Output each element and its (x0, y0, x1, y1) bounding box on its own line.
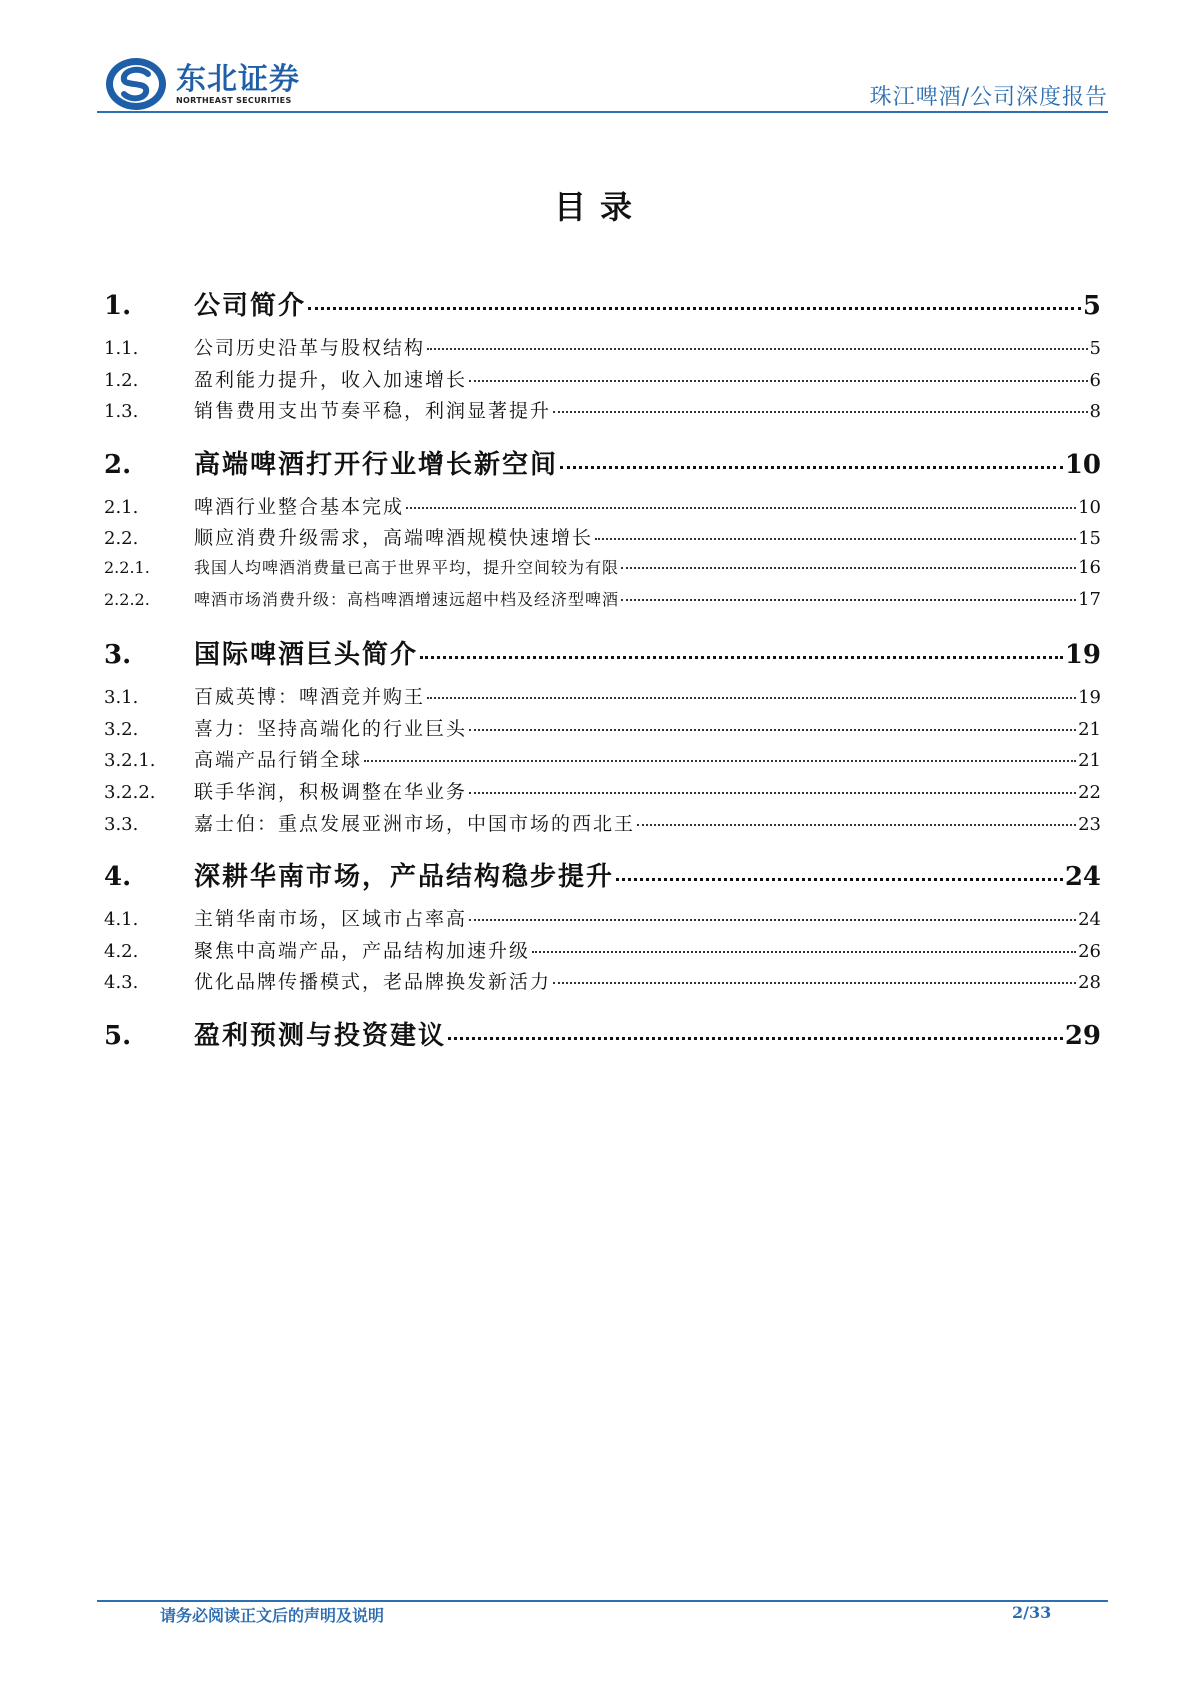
toc-entry-page: 28 (1078, 972, 1101, 994)
toc-entry-number: 3.1. (104, 687, 139, 709)
toc-leader-dots (469, 380, 1088, 382)
toc-entry-title: 我国人均啤酒消费量已高于世界平均，提升空间较为有限 (194, 557, 620, 577)
toc-entry-page: 15 (1078, 528, 1101, 550)
toc-leader-dots (448, 1037, 1063, 1040)
toc-entry-page: 17 (1078, 588, 1101, 610)
toc-entry-number: 4.3. (104, 972, 139, 994)
toc-leader-dots (420, 656, 1063, 659)
toc-entry-title: 公司历史沿革与股权结构 (194, 337, 426, 359)
toc-entry-page: 24 (1078, 909, 1101, 931)
toc-entry-number: 1.2. (104, 369, 139, 391)
toc-leader-dots (427, 348, 1088, 350)
toc-leader-dots (427, 697, 1076, 699)
toc-entry-page: 22 (1078, 781, 1101, 803)
toc-leader-dots (469, 729, 1076, 731)
toc-entry-number: 3.2.2. (104, 781, 156, 803)
toc-entry[interactable] (104, 396, 1101, 428)
toc-leader-dots (364, 760, 1076, 762)
toc-entry-number: 2.2. (104, 528, 139, 550)
toc-entry[interactable] (104, 714, 1101, 746)
toc-entry[interactable] (104, 523, 1101, 555)
toc-leader-dots (308, 307, 1081, 310)
toc-entry-title: 喜力：坚持高端化的行业巨头 (194, 717, 468, 740)
toc-entry-title: 公司简介 (194, 291, 307, 321)
toc-entry[interactable] (104, 1015, 1101, 1051)
toc-leader-dots (469, 919, 1076, 921)
toc-entry-number: 1.3. (104, 401, 139, 423)
toc-leader-dots (532, 951, 1076, 953)
toc-entry-title: 优化品牌传播模式，老品牌换发新活力 (194, 971, 552, 994)
toc-leader-dots (406, 507, 1076, 509)
toc-entry[interactable] (104, 492, 1101, 524)
northeast-securities-logo-icon (104, 56, 168, 112)
company-logo (104, 56, 300, 112)
toc-entry-page: 10 (1078, 496, 1101, 518)
toc-entry-title: 联手华润，积极调整在华业务 (194, 780, 468, 803)
toc-entry-page: 5 (1082, 291, 1101, 321)
toc-entry-title: 深耕华南市场，产品结构稳步提升 (194, 862, 615, 893)
toc-entry[interactable] (104, 682, 1101, 714)
page-number: 2/33 (1012, 1603, 1052, 1622)
toc-entry[interactable] (104, 856, 1101, 893)
page-title: 目录 (553, 188, 646, 226)
toc-entry[interactable] (104, 333, 1101, 365)
toc-leader-dots (637, 824, 1076, 826)
toc-entry-number: 3. (104, 640, 132, 671)
toc-entry-number: 3.2.1. (104, 750, 156, 772)
toc-entry-number: 2.2.1. (104, 557, 150, 577)
toc-entry-title: 聚焦中高端产品，产品结构加速升级 (194, 939, 531, 962)
toc-leader-dots (616, 878, 1063, 881)
toc-leader-dots (595, 538, 1076, 540)
toc-entry-number: 2. (104, 449, 132, 480)
toc-entry-title: 盈利预测与投资建议 (194, 1020, 447, 1051)
toc-leader-dots (621, 599, 1076, 601)
toc-entry-number: 5. (104, 1020, 132, 1051)
toc-leader-dots (621, 567, 1076, 569)
toc-entry-title: 啤酒市场消费升级：高档啤酒增速远超中档及经济型啤酒 (194, 589, 620, 609)
toc-entry-title: 主销华南市场，区域市占率高 (194, 908, 468, 931)
toc-entry-page: 16 (1078, 556, 1101, 578)
toc-entry-number: 4.2. (104, 940, 139, 962)
toc-entry-title: 啤酒行业整合基本完成 (194, 495, 405, 518)
toc-entry[interactable] (104, 809, 1101, 841)
toc-leader-dots (553, 411, 1088, 413)
toc-entry-number: 1. (104, 291, 132, 321)
header-divider (97, 111, 1108, 113)
toc-entry-number: 4. (104, 862, 132, 893)
toc-entry-title: 嘉士伯：重点发展亚洲市场，中国市场的西北王 (194, 812, 636, 835)
toc-entry[interactable] (104, 634, 1101, 671)
logo-english-name: NORTHEAST SECURITIES (176, 95, 292, 105)
toc-entry-number: 2.2.2. (104, 589, 150, 609)
toc-entry[interactable] (104, 777, 1101, 809)
toc-entry-title: 顺应消费升级需求，高端啤酒规模快速增长 (194, 527, 594, 550)
toc-entry-title: 盈利能力提升，收入加速增长 (194, 368, 468, 391)
toc-entry[interactable] (104, 365, 1101, 397)
toc-entry-page: 10 (1064, 449, 1101, 480)
toc-entry-title: 国际啤酒巨头简介 (194, 640, 419, 671)
toc-entry-page: 24 (1064, 862, 1101, 893)
toc-entry[interactable] (104, 444, 1101, 480)
toc-entry-number: 2.1. (104, 496, 139, 518)
toc-entry[interactable] (104, 967, 1101, 999)
toc-entry-page: 23 (1078, 813, 1101, 835)
toc-leader-dots (469, 792, 1076, 794)
toc-leader-dots (560, 466, 1063, 469)
toc-entry-page: 5 (1089, 338, 1101, 359)
toc-entry-page: 6 (1089, 369, 1101, 391)
toc-entry-number: 1.1. (104, 338, 139, 359)
toc-entry[interactable] (104, 904, 1101, 936)
toc-entry-title: 百威英博：啤酒竞并购王 (194, 686, 426, 709)
toc-entry[interactable] (104, 587, 1101, 619)
toc-entry-page: 21 (1078, 718, 1101, 740)
toc-entry-page: 26 (1078, 940, 1101, 962)
footer-divider (97, 1600, 1108, 1602)
toc-entry[interactable] (104, 285, 1101, 321)
toc-entry-title: 高端啤酒打开行业增长新空间 (194, 449, 559, 480)
toc-entry-page: 19 (1078, 687, 1101, 709)
toc-entry-title: 销售费用支出节奏平稳，利润显著提升 (194, 400, 552, 423)
toc-entry-title: 高端产品行销全球 (194, 749, 363, 772)
toc-entry-page: 8 (1089, 401, 1101, 423)
table-of-contents (104, 285, 1101, 1063)
logo-chinese-name: 东北证券 (176, 61, 300, 97)
footer-disclaimer: 请务必阅读正文后的声明及说明 (160, 1606, 385, 1625)
toc-entry-page: 21 (1078, 750, 1101, 772)
toc-entry-page: 19 (1064, 640, 1101, 671)
toc-entry[interactable] (104, 745, 1101, 777)
toc-entry-page: 29 (1064, 1020, 1101, 1051)
toc-entry[interactable] (104, 555, 1101, 587)
toc-leader-dots (553, 982, 1076, 984)
report-title-header: 珠江啤酒/公司深度报告 (869, 85, 1108, 110)
toc-entry-number: 3.2. (104, 718, 139, 740)
toc-entry-number: 4.1. (104, 909, 139, 931)
toc-entry[interactable] (104, 936, 1101, 968)
toc-entry-number: 3.3. (104, 813, 139, 835)
